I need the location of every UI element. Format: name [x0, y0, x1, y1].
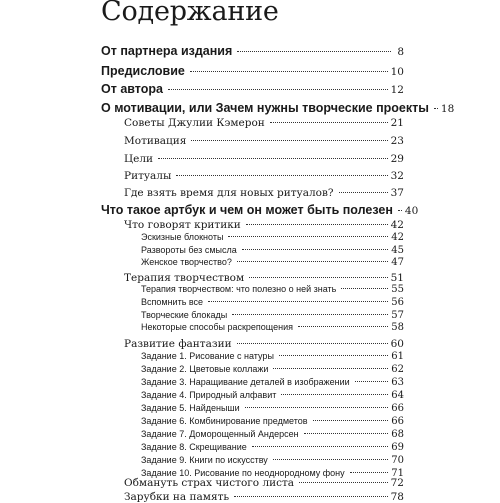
- toc-entry: [141, 310, 404, 321]
- dot-leader: [298, 326, 388, 327]
- toc-entry-label: Что такое артбук и чем он может быть полезен: [101, 203, 393, 217]
- dot-leader: [341, 288, 388, 289]
- dot-leader: [237, 343, 388, 344]
- toc-entry-page-number: 8: [397, 46, 404, 58]
- toc-entry-page-number: 63: [391, 377, 404, 388]
- toc-entry: [141, 351, 404, 362]
- dot-leader: [190, 71, 388, 72]
- toc-entry: [124, 338, 404, 350]
- toc-entry: [101, 64, 404, 78]
- toc-entry: [141, 257, 404, 268]
- toc-entry-page-number: 37: [390, 187, 404, 199]
- dot-leader: [249, 277, 387, 278]
- dot-leader: [270, 122, 388, 123]
- toc-entry-page-number: 55: [391, 284, 404, 295]
- toc-entry: [101, 44, 404, 58]
- toc-entry-page-number: 12: [390, 84, 404, 96]
- toc-entry-page-number: 42: [390, 219, 404, 231]
- dot-leader: [273, 459, 388, 460]
- toc-entry: [141, 297, 404, 308]
- toc-entry: [141, 245, 404, 256]
- dot-leader: [398, 210, 402, 211]
- toc-entry-label: Эскизные блокноты: [141, 232, 224, 242]
- toc-entry-label: Женское творчество?: [141, 257, 232, 267]
- dot-leader: [281, 394, 388, 395]
- toc-entry-page-number: 57: [391, 310, 404, 321]
- dot-leader: [273, 368, 388, 369]
- dot-leader: [242, 249, 389, 250]
- toc-entry: [124, 477, 404, 489]
- toc-entry-page-number: 58: [391, 322, 404, 333]
- toc-entry-page-number: 62: [391, 364, 404, 375]
- toc-entry: [141, 416, 404, 427]
- toc-entry: [124, 187, 404, 199]
- dot-leader: [434, 108, 438, 109]
- toc-entry: [141, 322, 404, 333]
- toc-entry-label: Задание 2. Цветовые коллажи: [141, 364, 269, 374]
- toc-entry-page-number: 51: [390, 272, 404, 284]
- toc-entry: [141, 364, 404, 375]
- toc-entry-page-number: 18: [440, 103, 455, 115]
- dot-leader: [252, 446, 388, 447]
- toc-entry-label: Задание 3. Наращивание деталей в изображении: [141, 377, 350, 387]
- toc-entry-page-number: 66: [391, 416, 404, 427]
- toc-entry-label: Ритуалы: [124, 170, 172, 182]
- toc-entry-label: Задание 5. Найденыши: [141, 403, 240, 413]
- toc-entry-page-number: 40: [404, 205, 419, 217]
- toc-entry: [141, 429, 404, 440]
- toc-entry-label: Терапия творчеством: [124, 272, 245, 284]
- toc-entry-page-number: 29: [390, 153, 404, 165]
- dot-leader: [245, 407, 389, 408]
- toc-entry: [141, 390, 404, 401]
- toc-entry-page-number: 21: [390, 117, 404, 129]
- toc-entry: [141, 377, 404, 388]
- toc-entry-label: Цели: [124, 153, 154, 165]
- toc-entry-page-number: 71: [391, 468, 404, 479]
- dot-leader: [339, 192, 388, 193]
- toc-entry-page-number: 45: [391, 245, 404, 256]
- dot-leader: [237, 51, 391, 52]
- dot-leader: [176, 175, 387, 176]
- toc-entry-page-number: 68: [391, 429, 404, 440]
- toc-entry-label: Советы Джулии Кэмерон: [124, 117, 265, 129]
- toc-entry: [124, 272, 404, 284]
- toc-entry: [141, 455, 404, 466]
- toc-entry-page-number: 42: [391, 232, 404, 243]
- toc-entry-label: Зарубки на память: [124, 491, 230, 503]
- toc-entry-label: Предисловие: [101, 64, 185, 78]
- toc-entry-label: Обмануть страх чистого листа: [124, 477, 295, 489]
- toc-entry-label: Задание 4. Природный алфавит: [141, 390, 277, 400]
- toc-entry-page-number: 61: [391, 351, 404, 362]
- dot-leader: [279, 355, 388, 356]
- toc-entry-label: Что говорят критики: [124, 219, 241, 231]
- toc-entry-page-number: 66: [391, 403, 404, 414]
- toc-entry-page-number: 70: [391, 455, 404, 466]
- toc-entry: [124, 153, 404, 165]
- dot-leader: [304, 433, 389, 434]
- toc-entry: [101, 101, 455, 115]
- toc-entry-label: Некоторые способы раскрепощения: [141, 322, 293, 332]
- toc-entry-page-number: 60: [390, 338, 404, 350]
- toc-entry-page-number: 32: [390, 170, 404, 182]
- toc-entry: [124, 491, 404, 503]
- toc-entry: [124, 170, 404, 182]
- dot-leader: [234, 496, 388, 497]
- toc-entry-page-number: 56: [391, 297, 404, 308]
- toc-entry-page-number: 47: [391, 257, 404, 268]
- toc-entry-label: Задание 7. Доморощенный Андерсен: [141, 429, 299, 439]
- toc-entry-page-number: 72: [390, 477, 404, 489]
- toc-entry: [141, 403, 404, 414]
- dot-leader: [355, 381, 389, 382]
- toc-entry-label: Развороты без смысла: [141, 245, 237, 255]
- dot-leader: [158, 158, 388, 159]
- toc-entry-label: Задание 6. Комбинирование предметов: [141, 416, 308, 426]
- dot-leader: [168, 89, 388, 90]
- dot-leader: [208, 301, 388, 302]
- toc-entry-page-number: 23: [390, 135, 404, 147]
- toc-entry-label: О мотивации, или Зачем нужны творческие проекты: [101, 101, 429, 115]
- dot-leader: [246, 224, 388, 225]
- toc-entry: [141, 284, 404, 295]
- toc-entry: [124, 117, 404, 129]
- toc-entry-label: Где взять время для новых ритуалов?: [124, 187, 334, 199]
- toc-entry-label: От партнера издания: [101, 44, 233, 58]
- toc-entry: [124, 135, 404, 147]
- toc-entry-label: Задание 9. Книги по искусству: [141, 455, 268, 465]
- toc-entry-label: Задание 10. Рисование по неоднородному фону: [141, 468, 345, 478]
- toc-entry-page-number: 10: [390, 66, 404, 78]
- page-title: Содержание: [101, 0, 279, 27]
- toc-entry: [101, 203, 419, 217]
- toc-entry-label: Мотивация: [124, 135, 187, 147]
- toc-entry-page-number: 64: [391, 390, 404, 401]
- toc-entry-label: Задание 8. Скрещивание: [141, 442, 247, 452]
- toc-entry-label: Развитие фантазии: [124, 338, 232, 350]
- toc-entry-page-number: 78: [390, 491, 404, 503]
- toc-entry: [101, 82, 404, 96]
- toc-entry-label: Задание 1. Рисование с натуры: [141, 351, 274, 361]
- toc-entry-label: Вспомнить все: [141, 297, 204, 307]
- dot-leader: [237, 261, 388, 262]
- dot-leader: [232, 314, 388, 315]
- toc-entry-label: Терапия творчеством: что полезно о ней знать: [141, 284, 337, 294]
- dot-leader: [313, 420, 389, 421]
- dot-leader: [350, 472, 389, 473]
- toc-entry: [141, 442, 404, 453]
- toc-entry-label: Творческие блокады: [141, 310, 228, 320]
- toc-entry: [124, 219, 404, 231]
- toc-entry-page-number: 69: [391, 442, 404, 453]
- dot-leader: [228, 236, 388, 237]
- dot-leader: [191, 140, 387, 141]
- toc-entry-label: От автора: [101, 82, 163, 96]
- dot-leader: [299, 482, 388, 483]
- toc-entry: [141, 232, 404, 243]
